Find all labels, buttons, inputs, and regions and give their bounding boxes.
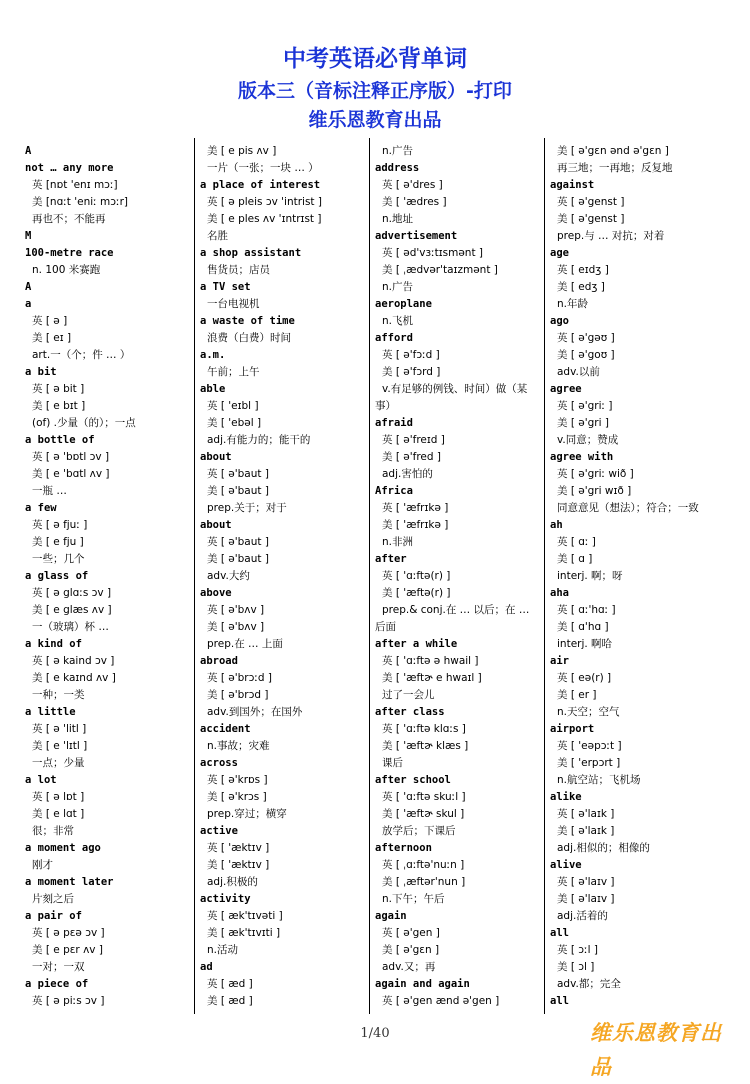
pronunciation: 美 [ ə'gri ] [557, 417, 609, 429]
meaning: 很；非常 [32, 825, 74, 837]
meaning: adv.都；完全 [557, 978, 621, 990]
meaning: adj.积极的 [207, 876, 258, 888]
vocab-headword: 100-metre race [25, 247, 114, 259]
meaning: prep.穿过；横穿 [207, 808, 287, 820]
pronunciation: 美 [ e ples ʌv 'ɪntrɪst ] [207, 213, 322, 225]
pronunciation: 美 [nɑːt 'eniː mɔːr] [32, 196, 128, 208]
meaning-continuation: 事） [375, 400, 396, 412]
pronunciation: 英 [ ɔːl ] [557, 944, 598, 956]
pronunciation: 美 [ ə'laɪv ] [557, 893, 615, 905]
document-title: 中考英语必背单词 [283, 46, 467, 72]
vocab-headword: ad [200, 961, 213, 973]
pronunciation: 美 [ e pɛr ʌv ] [32, 944, 103, 956]
meaning: n.天空；空气 [557, 706, 620, 718]
vocab-headword: afternoon [375, 842, 432, 854]
pronunciation: 美 [ ə'krɔs ] [207, 791, 267, 803]
pronunciation: 美 [ eɪ ] [32, 332, 72, 344]
vocab-headword: after class [375, 706, 445, 718]
meaning: n.广告 [382, 281, 413, 293]
meaning: (of) .少量（的）；一点 [32, 417, 136, 429]
meaning: 名胜 [207, 230, 228, 242]
pronunciation: 美 [ ˌædvər'taɪzmənt ] [382, 264, 498, 276]
meaning: 午前；上午 [207, 366, 260, 378]
pronunciation: 英 [ ə'griː wið ] [557, 468, 634, 480]
pronunciation: 美 [ 'æftɚ e hwaɪl ] [382, 672, 482, 684]
pronunciation: 英 [ ə 'litl ] [32, 723, 87, 735]
meaning: 再也不；不能再 [32, 213, 106, 225]
vocab-headword: air [550, 655, 569, 667]
vocab-headword: a piece of [25, 978, 89, 990]
meaning: n.活动 [207, 944, 238, 956]
pronunciation: 英 [ ə'dres ] [382, 179, 443, 191]
meaning: 一台电视机 [207, 298, 260, 310]
pronunciation: 美 [ ə'baut ] [207, 553, 269, 565]
pronunciation: 英 [ ɑː ] [557, 536, 596, 548]
pronunciation: 英 [ eɪdʒ ] [557, 264, 609, 276]
meaning: n. 100 米赛跑 [32, 264, 101, 276]
pronunciation: 英 [ 'ɑːftə klɑːs ] [382, 723, 466, 735]
pronunciation: 美 [ e glæs ʌv ] [32, 604, 112, 616]
vocab-headword: a moment ago [25, 842, 101, 854]
pronunciation: 英 [ ə lɒt ] [32, 791, 85, 803]
meaning: adj.有能力的；能干的 [207, 434, 311, 446]
pronunciation: 英 [ 'æfrɪkə ] [382, 502, 449, 514]
pronunciation: 美 [ 'æktɪv ] [207, 859, 270, 871]
vocab-headword: a place of interest [200, 179, 321, 191]
vocab-headword: a.m. [200, 349, 226, 361]
meaning: 放学后；下课后 [382, 825, 456, 837]
pronunciation: 英 [ ə 'bɒtl ɔv ] [32, 451, 110, 463]
vocab-headword: a moment later [25, 876, 114, 888]
vocab-headword: abroad [200, 655, 238, 667]
meaning: 过了一会儿 [382, 689, 435, 701]
vocab-headword: after a while [375, 638, 458, 650]
vocab-headword: all [550, 995, 569, 1007]
pronunciation: 英 [ ə'laɪk ] [557, 808, 615, 820]
pronunciation: 英 [ ə'fɔːd ] [382, 349, 440, 361]
vocab-headword: all [550, 927, 569, 939]
pronunciation: 英 [ eə(r) ] [557, 672, 612, 684]
vocab-column-3 [375, 143, 543, 1010]
meaning: adj.相似的；相像的 [557, 842, 650, 854]
vocab-column-4 [550, 143, 718, 1010]
meaning: interj. 啊；呀 [557, 570, 623, 582]
vocab-headword: alike [550, 791, 582, 803]
meaning-continuation: 后面 [375, 621, 396, 633]
pronunciation: 美 [ ə'fred ] [382, 451, 441, 463]
vocab-headword: ago [550, 315, 569, 327]
pronunciation: 美 [ 'ædres ] [382, 196, 447, 208]
pronunciation: 美 [ e pis ʌv ] [207, 145, 277, 157]
vocab-headword: airport [550, 723, 595, 735]
pronunciation: 英 [ 'eəpɔːt ] [557, 740, 622, 752]
vocab-headword: a bottle of [25, 434, 95, 446]
pronunciation: 美 [ ə'genst ] [557, 213, 625, 225]
vocab-headword: a TV set [200, 281, 251, 293]
vocab-headword: a [25, 298, 32, 310]
pronunciation: 美 [ æd ] [207, 995, 253, 1007]
vocab-headword: a kind of [25, 638, 82, 650]
pronunciation: 英 [ ə'genst ] [557, 196, 625, 208]
vocab-headword: agree [550, 383, 582, 395]
vocab-headword: aeroplane [375, 298, 432, 310]
meaning: prep.& conj.在 … 以后；在 … [382, 604, 530, 616]
pronunciation: 美 [ ə'bʌv ] [207, 621, 265, 633]
pronunciation: 美 [ ə'baut ] [207, 485, 269, 497]
pronunciation: 英 [ ə kaind ɔv ] [32, 655, 115, 667]
vocab-headword: aha [550, 587, 569, 599]
meaning: 一些；几个 [32, 553, 85, 565]
meaning: v.同意；赞成 [557, 434, 619, 446]
meaning: adj.害怕的 [382, 468, 433, 480]
vocab-headword: activity [200, 893, 251, 905]
pronunciation: 英 [ 'æktɪv ] [207, 842, 270, 854]
publisher-line: 维乐恩教育出品 [308, 109, 442, 131]
pronunciation: 美 [ ə'brɔd ] [207, 689, 269, 701]
vocab-headword: a pair of [25, 910, 82, 922]
meaning: 一片（一张；一块 … ） [207, 162, 319, 174]
meaning: 片刻之后 [32, 893, 74, 905]
column-divider [369, 138, 370, 1014]
pronunciation: 美 [ ə'fɔrd ] [382, 366, 441, 378]
meaning: n.下午；午后 [382, 893, 445, 905]
meaning: v.有足够的例钱、时间）做（某 [382, 383, 528, 395]
pronunciation: 英 [ ˌɑːftə'nuːn ] [382, 859, 465, 871]
vocab-headword: advertisement [375, 230, 458, 242]
meaning: adv.以前 [557, 366, 600, 378]
page-number: 1/40 [360, 1026, 390, 1041]
vocab-headword: M [25, 230, 32, 242]
vocab-headword: a waste of time [200, 315, 295, 327]
pronunciation: 美 [ ə'goʊ ] [557, 349, 615, 361]
vocab-headword: age [550, 247, 569, 259]
pronunciation: 英 [ æk'tɪvəti ] [207, 910, 283, 922]
pronunciation: 美 [ 'erpɔrt ] [557, 757, 621, 769]
pronunciation: 美 [ 'ebəl ] [207, 417, 262, 429]
pronunciation: 美 [ e lɑt ] [32, 808, 85, 820]
pronunciation: 英 [ 'eɪbl ] [207, 400, 259, 412]
pronunciation: 英 [ ə'krɒs ] [207, 774, 268, 786]
meaning: 一对；一双 [32, 961, 85, 973]
pronunciation: 英 [ 'ɑːftə skuːl ] [382, 791, 466, 803]
pronunciation: 美 [ ɑ ] [557, 553, 593, 565]
vocab-headword: a shop assistant [200, 247, 302, 259]
meaning: n.年龄 [557, 298, 588, 310]
meaning: n.广告 [382, 145, 413, 157]
meaning: adv.大约 [207, 570, 250, 582]
vocab-headword: able [200, 383, 226, 395]
column-divider [194, 138, 195, 1014]
meaning: art.一（个；件 … ） [32, 349, 131, 361]
vocab-headword: afraid [375, 417, 413, 429]
meaning: 浪费（白费）时间 [207, 332, 291, 344]
vocab-headword: active [200, 825, 238, 837]
pronunciation: 美 [ e 'lɪtl ] [32, 740, 88, 752]
pronunciation: 美 [ 'æftɚ klæs ] [382, 740, 469, 752]
vocab-headword: above [200, 587, 232, 599]
pronunciation: 美 [ æk'tɪvɪti ] [207, 927, 281, 939]
vocab-headword: a bit [25, 366, 57, 378]
meaning: n.事故；灾难 [207, 740, 270, 752]
meaning: adv.到国外；在国外 [207, 706, 303, 718]
vocab-headword: Africa [375, 485, 413, 497]
pronunciation: 英 [ ɑː'hɑː ] [557, 604, 616, 616]
pronunciation: 英 [ əd'vɜːtɪsmənt ] [382, 247, 484, 259]
meaning: 刚才 [32, 859, 53, 871]
pronunciation: 英 [ æd ] [207, 978, 253, 990]
meaning: 同意意见（想法）；符合；一致 [557, 502, 699, 514]
pronunciation: 美 [ ə'gɛn ənd ə'gɛn ] [557, 145, 669, 157]
pronunciation: 英 [ ə'baut ] [207, 468, 269, 480]
meaning: adj.活着的 [557, 910, 608, 922]
pronunciation: 英 [ ə'laɪv ] [557, 876, 615, 888]
pronunciation: 英 [ 'ɑːftə ə hwail ] [382, 655, 479, 667]
pronunciation: 英 [ ə'gəʊ ] [557, 332, 615, 344]
vocab-headword: about [200, 519, 232, 531]
pronunciation: 美 [ ə'gɛn ] [382, 944, 440, 956]
pronunciation: 英 [ ə bit ] [32, 383, 85, 395]
vocab-headword: after [375, 553, 407, 565]
meaning: interj. 啊哈 [557, 638, 613, 650]
pronunciation: 英 [ ə pleis ɔv 'intrist ] [207, 196, 322, 208]
pronunciation: 英 [nɒt 'enɪ mɔː] [32, 179, 118, 191]
pronunciation: 美 [ e fju ] [32, 536, 84, 548]
pronunciation: 英 [ ə piːs ɔv ] [32, 995, 105, 1007]
pronunciation: 美 [ ɑ'hɑ ] [557, 621, 609, 633]
vocab-headword: a little [25, 706, 76, 718]
meaning: n.地址 [382, 213, 413, 225]
vocab-headword: a glass of [25, 570, 89, 582]
pronunciation: 英 [ ə ] [32, 315, 68, 327]
column-divider [544, 138, 545, 1014]
pronunciation: 美 [ e kaɪnd ʌv ] [32, 672, 116, 684]
pronunciation: 英 [ ə glɑːs ɔv ] [32, 587, 112, 599]
pronunciation: 英 [ ə'brɔːd ] [207, 672, 273, 684]
pronunciation: 美 [ e bɪt ] [32, 400, 86, 412]
vocab-column-1 [25, 143, 193, 1010]
vocab-headword: across [200, 757, 238, 769]
meaning: 一瓶 … [32, 485, 67, 497]
vocab-headword: A [25, 281, 32, 293]
pronunciation: 英 [ ə'bʌv ] [207, 604, 265, 616]
meaning: n.航空站；飞机场 [557, 774, 641, 786]
vocab-headword: ah [550, 519, 563, 531]
document-subtitle: 版本三（音标注释正序版）-打印 [238, 80, 512, 102]
meaning: n.飞机 [382, 315, 413, 327]
meaning: prep.在 … 上面 [207, 638, 283, 650]
pronunciation: 英 [ ə'gen ænd ə'gen ] [382, 995, 500, 1007]
pronunciation: 美 [ 'æfrɪkə ] [382, 519, 449, 531]
pronunciation: 美 [ edʒ ] [557, 281, 605, 293]
pronunciation: 美 [ ɔl ] [557, 961, 595, 973]
vocab-headword: a lot [25, 774, 57, 786]
pronunciation: 英 [ ə pɛə ɔv ] [32, 927, 105, 939]
pronunciation: 英 [ ə'griː ] [557, 400, 613, 412]
pronunciation: 美 [ ə'gri wɪð ] [557, 485, 632, 497]
vocab-headword: accident [200, 723, 251, 735]
pronunciation: 英 [ ə'baut ] [207, 536, 269, 548]
vocab-headword: A [25, 145, 32, 157]
pronunciation: 美 [ er ] [557, 689, 597, 701]
meaning: adv.又；再 [382, 961, 436, 973]
pronunciation: 美 [ 'æftɚ skul ] [382, 808, 465, 820]
meaning: 一种；一类 [32, 689, 85, 701]
meaning: 售货员；店员 [207, 264, 270, 276]
pronunciation: 美 [ ˌæftər'nun ] [382, 876, 466, 888]
meaning: 课后 [382, 757, 403, 769]
pronunciation: 美 [ 'æftə(r) ] [382, 587, 451, 599]
pronunciation: 英 [ 'ɑːftə(r) ] [382, 570, 451, 582]
pronunciation: 英 [ ə'freɪd ] [382, 434, 445, 446]
meaning: 一（玻璃）杯 … [32, 621, 109, 633]
vocab-headword: address [375, 162, 420, 174]
meaning: n.非洲 [382, 536, 413, 548]
vocab-headword: alive [550, 859, 582, 871]
vocab-headword: agree with [550, 451, 614, 463]
meaning: prep.与 … 对抗；对着 [557, 230, 665, 242]
vocab-column-2 [200, 143, 368, 1010]
pronunciation: 英 [ ə'gen ] [382, 927, 440, 939]
vocab-headword: a few [25, 502, 57, 514]
pronunciation: 美 [ ə'laɪk ] [557, 825, 615, 837]
vocab-headword: again and again [375, 978, 470, 990]
meaning: 一点；少量 [32, 757, 85, 769]
vocab-headword: about [200, 451, 232, 463]
pronunciation: 美 [ e 'bɑtl ʌv ] [32, 468, 110, 480]
vocab-headword: against [550, 179, 595, 191]
meaning: prep.关于；对于 [207, 502, 287, 514]
watermark-logo: 维乐恩教育出品 [590, 1021, 722, 1079]
vocab-headword: afford [375, 332, 413, 344]
vocab-headword: again [375, 910, 407, 922]
vocab-headword: after school [375, 774, 451, 786]
meaning: 再三地；一再地；反复地 [557, 162, 673, 174]
pronunciation: 英 [ ə fjuː ] [32, 519, 88, 531]
vocab-headword: not … any more [25, 162, 114, 174]
